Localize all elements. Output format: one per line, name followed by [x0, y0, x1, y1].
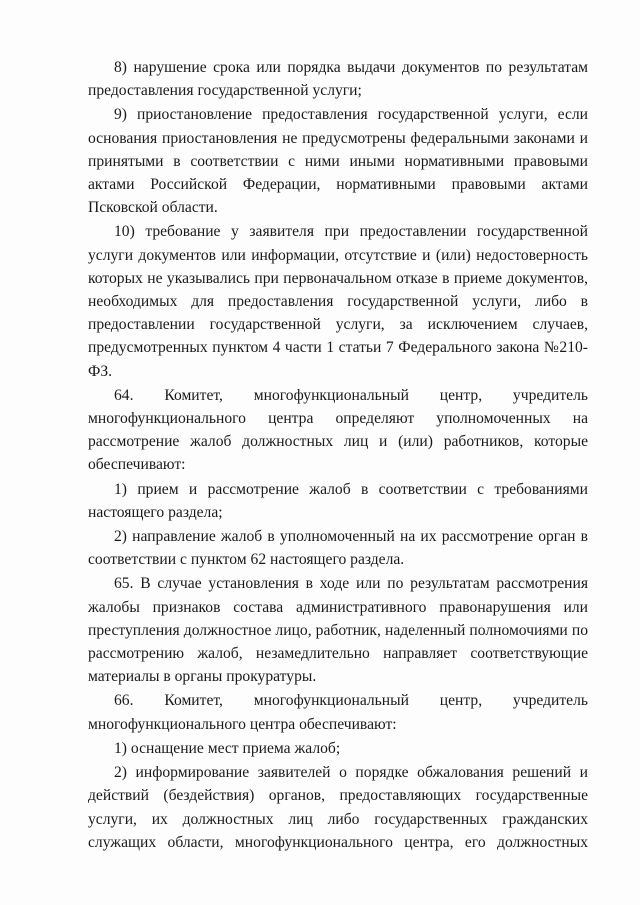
- document-body: [88, 56, 588, 854]
- paragraph-item-8: 8) нарушение срока или порядка выдачи документов по результатам предоставления государственной услуги;: [88, 59, 588, 100]
- paragraph-clause-64-item-2: 2) направление жалоб в уполномоченный на их рассмотрение орган в соответствии с пунктом 62 настоящего раздела.: [88, 528, 588, 569]
- paragraph-clause-65: 65. В случае установления в ходе или по результатам рассмотрения жалобы признаков состава административного правонарушения или преступления должностное лицо, работник, наделенный полномочиями по рассмотрению жалоб, незамедлительно направляет соответствующие материалы в органы прокуратуры.: [88, 575, 588, 686]
- paragraph-clause-64-item-1: 1) прием и рассмотрение жалоб в соответствии с требованиями настоящего раздела;: [88, 480, 588, 521]
- paragraph-item-10: 10) требование у заявителя при предоставлении государственной услуги документов или информации, отсутствие и (или) недостоверность которых не указывались при первоначальном отказе в приеме документов, необходимых для предоставления государственной услуги, либо в предоставлении государственной услуги, за исключением случаев, предусмотренных пунктом 4 части 1 статьи 7 Федерального закона №210-ФЗ.: [88, 223, 588, 380]
- paragraph-clause-66-item-1: 1) оснащение мест приема жалоб;: [114, 739, 341, 757]
- paragraph-clause-64: 64. Комитет, многофункциональный центр, учредитель многофункционального центра определяют уполномоченных на рассмотрение жалоб должностных лиц и (или) работников, которые обеспечивают:: [88, 386, 588, 474]
- paragraph-clause-66: 66. Комитет, многофункциональный центр, учредитель многофункционального центра обеспечивают:: [88, 692, 588, 733]
- paragraph-item-9: 9) приостановление предоставления государственной услуги, если основания приостановления не предусмотрены федеральными законами и принятыми в соответствии с ними иными нормативными правовыми актами Российской Федерации, нормативными правовыми актами Псковской области.: [88, 106, 588, 217]
- paragraph-clause-66-item-2: 2) информирование заявителей о порядке обжалования решений и действий (бездействия) органов, предоставляющих государственные услуги, их должностных лиц либо государственных гражданских служащих области, многофункционального центра, его должностных: [88, 764, 588, 851]
